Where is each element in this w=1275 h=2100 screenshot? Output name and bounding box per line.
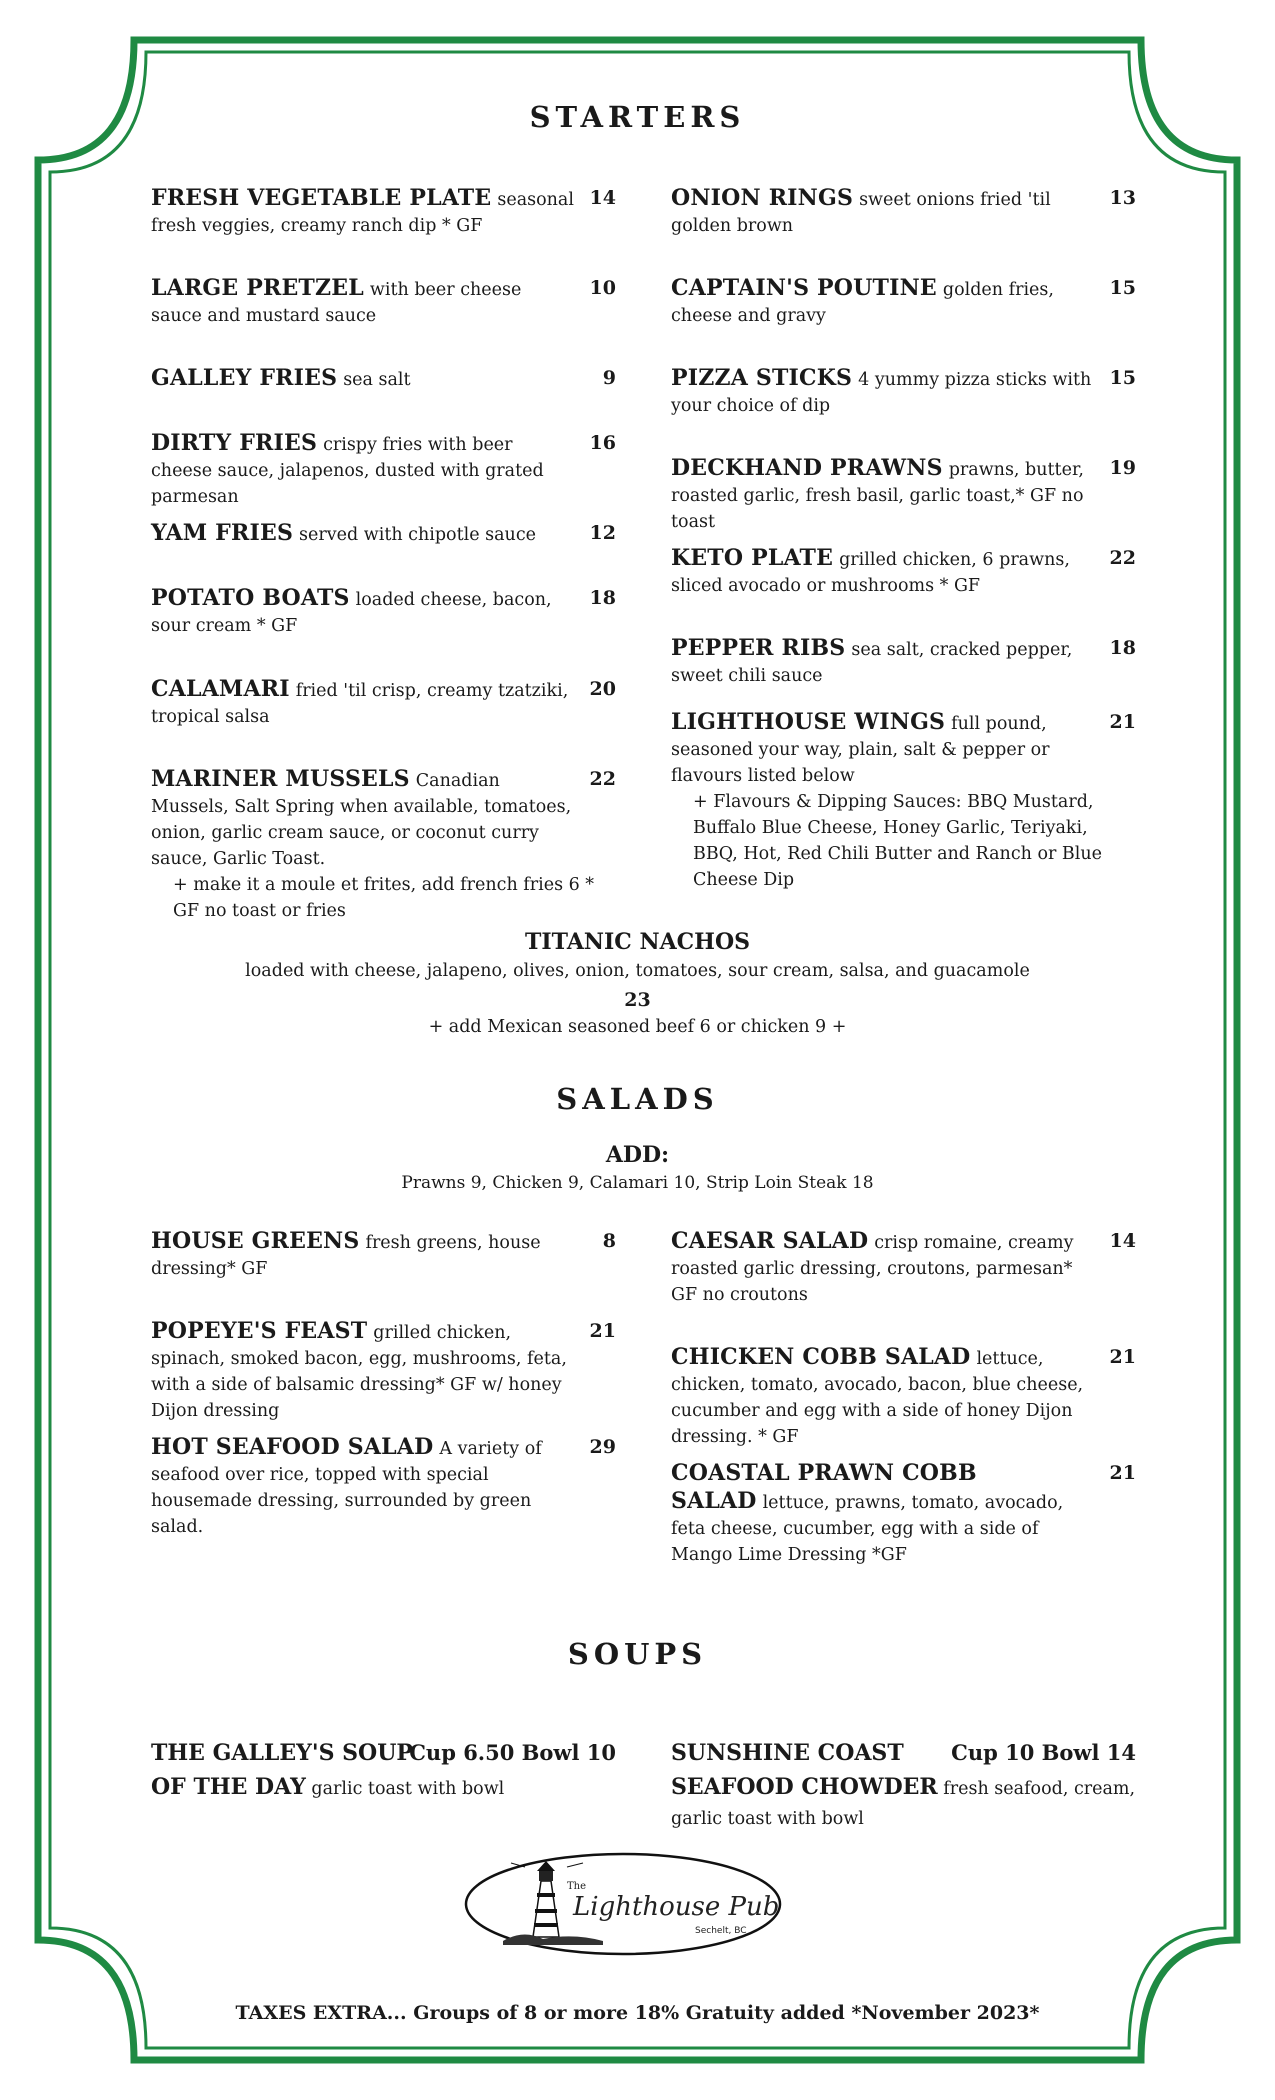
soup-left xyxy=(151,1734,616,1804)
menu-item-desc: lettuce, chicken, tomato, avocado, bacon, blue cheese, cucumber and egg with a side of honey Dijon dressing. * GF xyxy=(671,1349,1084,1447)
menu-item-desc: fried 'til crisp, creamy tzatziki, tropical salsa xyxy=(151,681,569,727)
menu-item xyxy=(671,365,1136,419)
menu-item-desc: A variety of seafood over rice, topped with special housemade dressing, surrounded by green salad. xyxy=(151,1439,542,1537)
menu-item xyxy=(151,275,616,329)
logo-small: The xyxy=(567,1881,587,1892)
salads-add-options: Prawns 9, Chicken 9, Calamari 10, Strip Loin Steak 18 xyxy=(401,1173,874,1193)
menu-item-name: GALLEY FRIES xyxy=(151,365,338,391)
menu-item-name: DIRTY FRIES xyxy=(151,430,318,456)
menu-item xyxy=(151,766,616,924)
menu-item-price: 13 xyxy=(1109,187,1136,209)
soup-right-desc: fresh seafood, cream, garlic toast with bowl xyxy=(671,1779,1136,1829)
menu-item-price: 21 xyxy=(1109,1346,1136,1368)
menu-item-desc: grilled chicken, 6 prawns, sliced avocado or mushrooms * GF xyxy=(671,550,1070,596)
menu-item-price: 10 xyxy=(589,277,616,299)
menu-item xyxy=(151,430,616,510)
salads-add xyxy=(0,1140,1275,1196)
menu-item-name: CALAMARI xyxy=(151,676,290,702)
logo-main: Lighthouse Pub xyxy=(573,1892,780,1922)
menu-item-name: CAESAR SALAD xyxy=(671,1228,869,1254)
soups-title: SOUPS xyxy=(567,1637,708,1671)
nachos-name: TITANIC NACHOS xyxy=(525,929,750,955)
menu-item-price: 22 xyxy=(589,768,616,790)
menu-item-desc: lettuce, prawns, tomato, avocado, feta cheese, cucumber, egg with a side of Mango Lime Dressing *GF xyxy=(671,1493,1064,1565)
menu-item-price: 15 xyxy=(1109,367,1136,389)
menu-item-name: MARINER MUSSELS xyxy=(151,766,410,792)
soup-left-name1: THE GALLEY'S SOUP xyxy=(151,1740,413,1766)
menu-item xyxy=(151,520,616,548)
nachos-addon: + add Mexican seasoned beef 6 or chicken 9 + xyxy=(428,1017,847,1037)
menu-item-desc: fresh greens, house dressing* GF xyxy=(151,1233,541,1279)
menu-item-desc: seasonal fresh veggies, creamy ranch dip * GF xyxy=(151,190,574,236)
menu-item xyxy=(671,709,1136,893)
lighthouse-pub-logo xyxy=(463,1849,783,1959)
menu-item-name: PEPPER RIBS xyxy=(671,635,846,661)
menu-item-name: ONION RINGS xyxy=(671,185,854,211)
soup-right xyxy=(671,1734,1136,1834)
soup-right-name2: SEAFOOD CHOWDER xyxy=(671,1774,938,1800)
menu-item xyxy=(671,545,1136,599)
menu-item xyxy=(671,455,1136,535)
menu-item xyxy=(671,635,1136,689)
menu-item-addon: + Flavours & Dipping Sauces: BBQ Mustard, Buffalo Blue Cheese, Honey Garlic, Teriyaki, BBQ, Hot, Red Chili Butter and Ranch or Blue Cheese Dip xyxy=(693,792,1103,890)
menu-item-price: 9 xyxy=(602,367,616,389)
menu-item-desc: crisp romaine, creamy roasted garlic dressing, croutons, parmesan* GF no croutons xyxy=(671,1233,1074,1305)
menu-item xyxy=(671,1460,1136,1568)
menu-item xyxy=(151,1318,616,1424)
logo-place: Sechelt, BC xyxy=(695,1926,747,1936)
nachos-block xyxy=(0,926,1275,1038)
menu-item-name: CHICKEN COBB SALAD xyxy=(671,1344,971,1370)
menu-item-name: HOUSE GREENS xyxy=(151,1228,360,1254)
menu-item-name: CAPTAIN'S POUTINE xyxy=(671,275,937,301)
menu-item-price: 8 xyxy=(602,1230,616,1252)
menu-item-desc: loaded cheese, bacon, sour cream * GF xyxy=(151,590,552,636)
starters-title: STARTERS xyxy=(529,100,746,134)
menu-item-desc: sea salt xyxy=(343,370,411,390)
menu-item-price: 21 xyxy=(589,1320,616,1342)
menu-item-desc: grilled chicken, spinach, smoked bacon, egg, mushrooms, feta, with a side of balsamic dressing* GF w/ honey Dijon dressing xyxy=(151,1323,567,1421)
menu-item-name: COASTAL PRAWN COBB SALAD xyxy=(671,1460,977,1514)
menu-item-price: 15 xyxy=(1109,277,1136,299)
menu-item-desc: 4 yummy pizza sticks with your choice of dip xyxy=(671,370,1092,416)
menu-item-desc: sea salt, cracked pepper, sweet chili sauce xyxy=(671,640,1073,686)
footer-note: TAXES EXTRA... Groups of 8 or more 18% Gratuity added *November 2023* xyxy=(235,2002,1040,2024)
nachos-desc: loaded with cheese, jalapeno, olives, onion, tomatoes, sour cream, salsa, and guacamole xyxy=(245,961,1030,981)
menu-item-price: 21 xyxy=(1109,711,1136,733)
menu-item xyxy=(151,1434,616,1540)
menu-item-price: 14 xyxy=(1109,1230,1136,1252)
menu-item-name: KETO PLATE xyxy=(671,545,834,571)
menu-item-name: LARGE PRETZEL xyxy=(151,275,364,301)
menu-item-name: LIGHTHOUSE WINGS xyxy=(671,709,946,735)
menu-item-price: 12 xyxy=(589,522,616,544)
menu-item-desc: sweet onions fried 'til golden brown xyxy=(671,190,1051,236)
menu-item xyxy=(671,275,1136,329)
menu-item-price: 19 xyxy=(1109,457,1136,479)
menu-item-name: PIZZA STICKS xyxy=(671,365,853,391)
menu-item xyxy=(151,185,616,239)
menu-item-price: 16 xyxy=(589,432,616,454)
menu-item-name: POPEYE'S FEAST xyxy=(151,1318,368,1344)
menu-item-desc: served with chipotle sauce xyxy=(299,525,536,545)
menu-item-price: 22 xyxy=(1109,547,1136,569)
menu-item xyxy=(151,585,616,639)
menu-item-desc: prawns, butter, roasted garlic, fresh basil, garlic toast,* GF no toast xyxy=(671,460,1084,532)
menu-item xyxy=(671,185,1136,239)
menu-item-name: HOT SEAFOOD SALAD xyxy=(151,1434,434,1460)
menu-item-price: 18 xyxy=(1109,637,1136,659)
soup-left-name2: OF THE DAY xyxy=(151,1774,306,1800)
menu-item xyxy=(671,1228,1136,1308)
menu-item-desc: full pound, seasoned your way, plain, salt & pepper or flavours listed below xyxy=(671,714,1050,786)
menu-item xyxy=(151,1228,616,1282)
menu-item xyxy=(151,365,616,393)
salads-title: SALADS xyxy=(556,1082,719,1116)
menu-item-price: 29 xyxy=(589,1436,616,1458)
soup-right-name1: SUNSHINE COAST xyxy=(671,1740,904,1766)
menu-item-desc: Canadian Mussels, Salt Spring when available, tomatoes, onion, garlic cream sauce, or coconut curry sauce, Garlic Toast. xyxy=(151,771,572,869)
menu-item-desc: crispy fries with beer cheese sauce, jalapenos, dusted with grated parmesan xyxy=(151,435,544,507)
menu-item-price: 20 xyxy=(589,678,616,700)
nachos-price: 23 xyxy=(624,989,651,1011)
menu-item-addon: + make it a moule et frites, add french fries 6 * GF no toast or fries xyxy=(173,875,595,921)
menu-item-name: POTATO BOATS xyxy=(151,585,350,611)
menu-item-price: 14 xyxy=(589,187,616,209)
menu-item-price: 21 xyxy=(1109,1462,1136,1484)
soup-left-price: Cup 6.50 Bowl 10 xyxy=(409,1740,616,1765)
menu-item-desc: with beer cheese sauce and mustard sauce xyxy=(151,280,522,326)
menu-item-name: YAM FRIES xyxy=(151,520,294,546)
menu-item-name: FRESH VEGETABLE PLATE xyxy=(151,185,492,211)
menu-item xyxy=(151,676,616,730)
soup-right-price: Cup 10 Bowl 14 xyxy=(951,1740,1136,1765)
soup-left-desc: garlic toast with bowl xyxy=(311,1779,505,1799)
salads-add-label: ADD: xyxy=(605,1142,670,1168)
menu-item xyxy=(671,1344,1136,1450)
menu-item-desc: golden fries, cheese and gravy xyxy=(671,280,1054,326)
menu-item-name: DECKHAND PRAWNS xyxy=(671,455,943,481)
menu-item-price: 18 xyxy=(589,587,616,609)
